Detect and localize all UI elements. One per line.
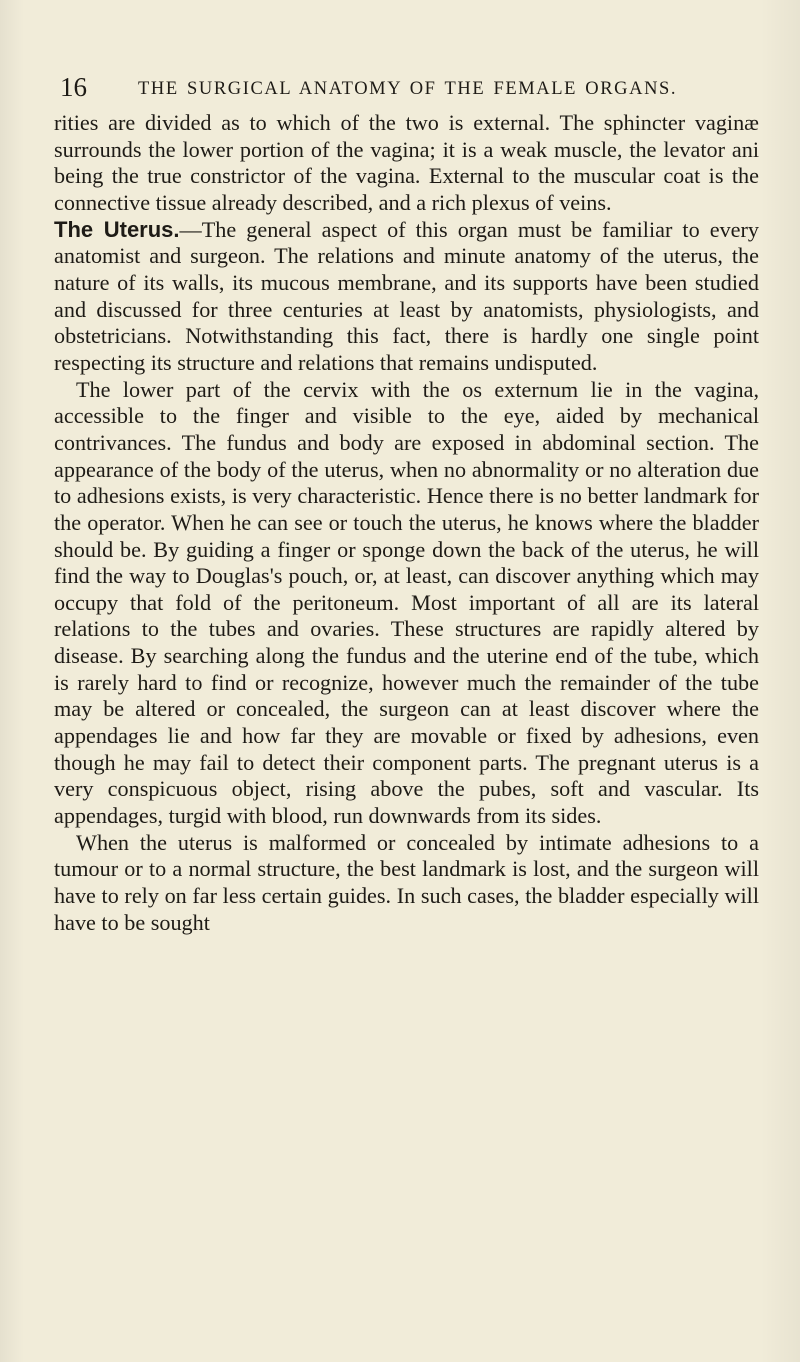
paragraph-cervix: The lower part of the cervix with the os externum lie in the vagina, accessible to the finger and visible to the eye, aided by mechanical contrivances. The fundus and body are exposed in abdominal section. The appearance of the body of the uterus, when no abnormality or no alteration due to adhesions exists, is very characteristic. Hence there is no better landmark for the operator. When he can see or touch the uterus, he knows where the bladder should be. By guiding a finger or sponge down the back of the uterus, he will find the way to Douglas's pouch, or, at least, can discover anything which may occupy that fold of the peritoneum. Most important of all are its lateral relations to the tubes and ovaries. These structures are rapidly altered by disease. By searching along the fundus and the uterine end of the tube, which is rarely hard to find or recognize, however much the remainder of the tube may be altered or concealed, the surgeon can at least discover where the appendages lie and how far they are movable or fixed by adhesions, even though he may fail to detect their component parts. The pregnant uterus is a very conspicuous object, rising above the pubes, soft and vascular. Its appendages, turgid with blood, run downwards from its sides. xyxy=(54,376,759,829)
section-heading: The Uterus. xyxy=(54,216,180,242)
paragraph-uterus-intro-text: —The general aspect of this organ must be familiar to every anatomist and surgeon. The relations and minute anatomy of the uterus, the nature of its walls, its mucous membrane, and its supports have been studied and discussed for three centuries at least by anatomists, physiologists, and obstetricians. Notwithstanding this fact, there is hardly one single point respecting its structure and relations that remains undisputed. xyxy=(54,216,759,375)
paragraph-uterus-intro xyxy=(54,217,759,377)
body-text xyxy=(54,110,759,936)
paragraph-malformed: When the uterus is malformed or concealed by intimate adhesions to a tumour or to a normal structure, the best landmark is lost, and the surgeon will have to rely on far less certain guides. In such cases, the bladder especially will have to be sought xyxy=(54,829,759,935)
page-number: 16 xyxy=(60,72,87,102)
running-title: THE SURGICAL ANATOMY OF THE FEMALE ORGANS. xyxy=(138,79,678,99)
paragraph-continued: rities are divided as to which of the two is external. The sphincter vaginæ surrounds the lower portion of the vagina; it is a weak muscle, the levator ani being the true constrictor of the vagina. External to the muscular coat is the connective tissue already described, and a rich plexus of veins. xyxy=(54,110,759,215)
running-head xyxy=(60,72,760,102)
